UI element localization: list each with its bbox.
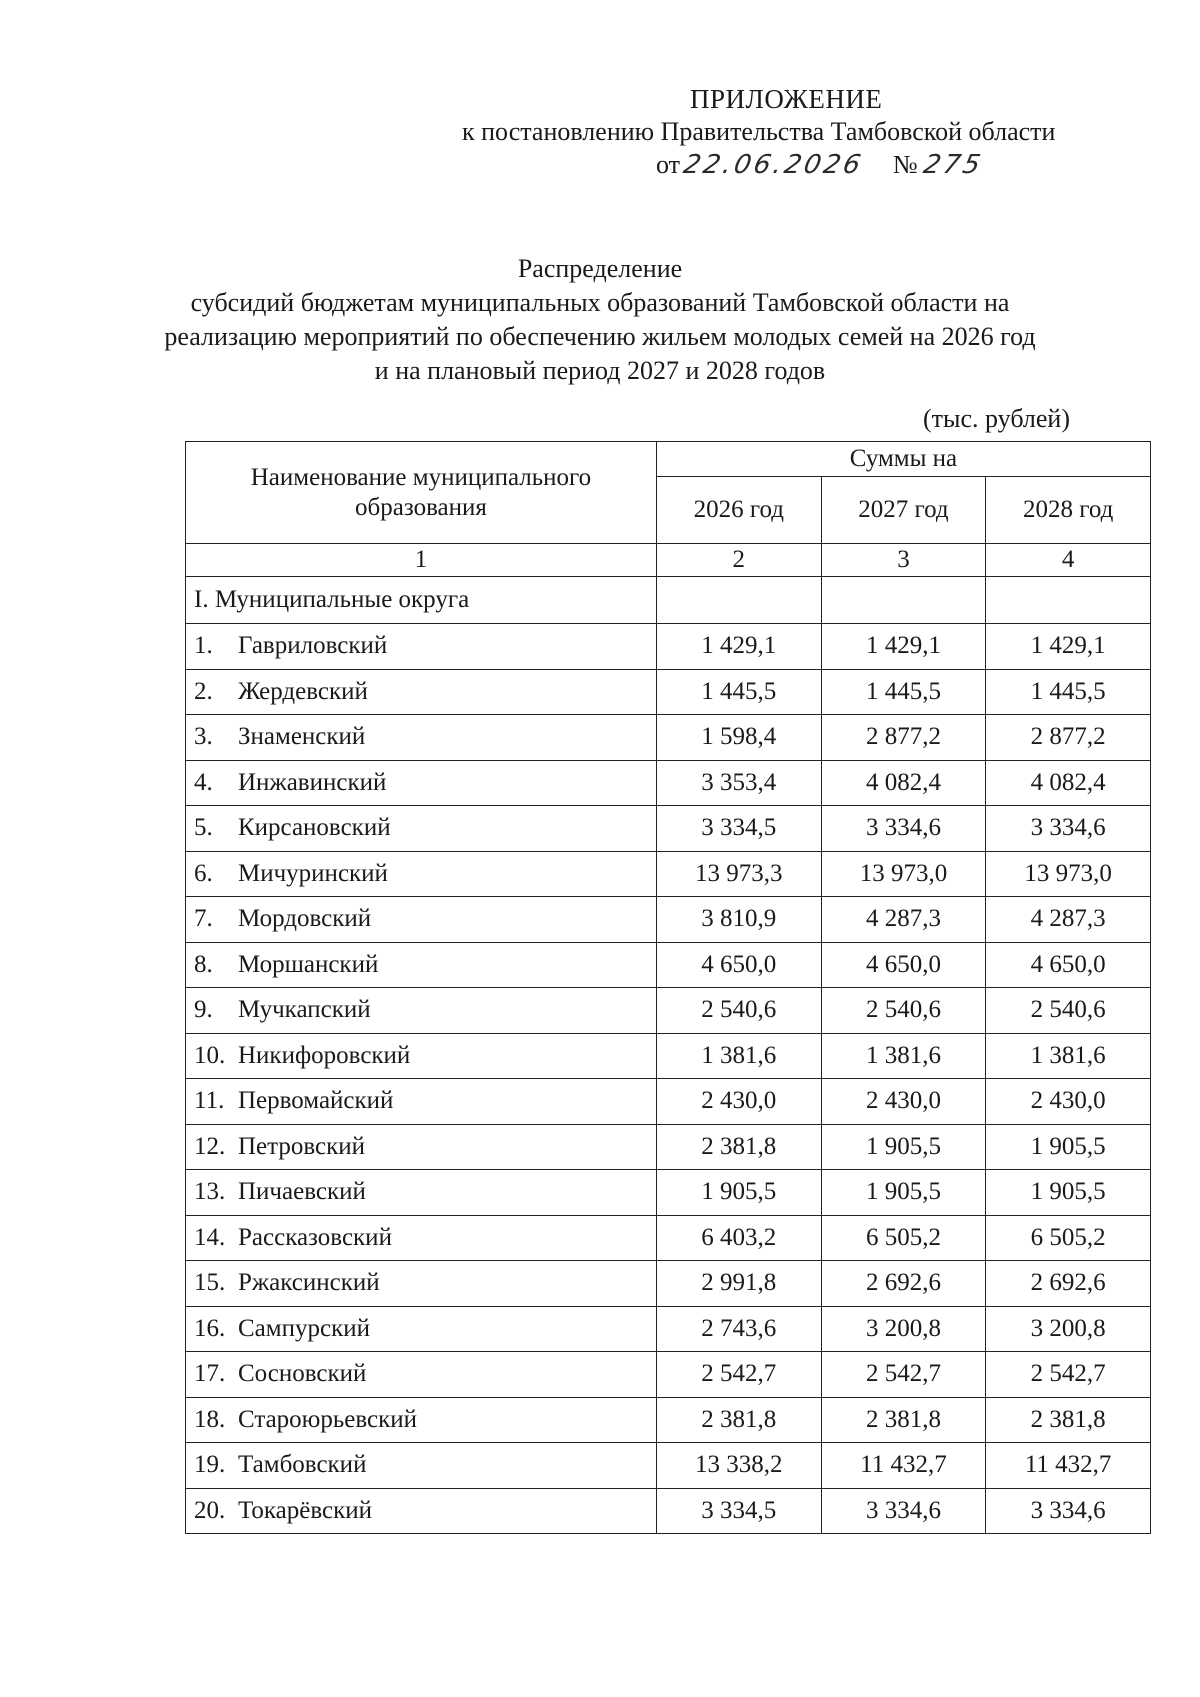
appendix-title: ПРИЛОЖЕНИЕ: [690, 84, 883, 114]
row-index: 9.: [194, 996, 213, 1024]
municipality-name: Мордовский: [238, 905, 372, 933]
amount-2028: 3 200,8: [986, 1306, 1151, 1352]
municipality-name: Первомайский: [238, 1087, 394, 1115]
municipality-cell: [186, 715, 657, 761]
empty-cell: [986, 577, 1151, 624]
municipality-cell: [186, 851, 657, 897]
municipality-name: Моршанский: [238, 950, 379, 978]
amount-2028: 3 334,6: [986, 1488, 1151, 1534]
amount-2027: 1 381,6: [821, 1033, 986, 1079]
table-row: [186, 1443, 1151, 1489]
amount-2026: 2 381,8: [656, 1124, 821, 1170]
amount-2027: 4 650,0: [821, 942, 986, 988]
amount-2026: 2 743,6: [656, 1306, 821, 1352]
amount-2026: 2 542,7: [656, 1352, 821, 1398]
section-title: I. Муниципальные округа: [186, 577, 657, 624]
amount-2026: 3 810,9: [656, 897, 821, 943]
row-index: 3.: [194, 723, 213, 751]
amount-2027: 13 973,0: [821, 851, 986, 897]
municipality-name: Рассказовский: [238, 1223, 392, 1251]
amount-2027: 2 381,8: [821, 1397, 986, 1443]
municipality-cell: [186, 806, 657, 852]
amount-2028: 4 082,4: [986, 760, 1151, 806]
amount-2027: 2 542,7: [821, 1352, 986, 1398]
amount-2028: 4 287,3: [986, 897, 1151, 943]
municipality-name: Петровский: [238, 1132, 366, 1160]
table-row: [186, 988, 1151, 1034]
municipality-name: Никифоровский: [238, 1041, 411, 1069]
amount-2028: 6 505,2: [986, 1215, 1151, 1261]
municipality-name: Гавриловский: [238, 632, 388, 660]
amount-2026: 1 598,4: [656, 715, 821, 761]
table-row: [186, 715, 1151, 761]
amount-2028: 2 877,2: [986, 715, 1151, 761]
table-row: [186, 942, 1151, 988]
row-index: 20.: [194, 1496, 226, 1524]
header-year-2028: 2028 год: [986, 477, 1151, 544]
amount-2027: 1 905,5: [821, 1124, 986, 1170]
amount-2028: 1 381,6: [986, 1033, 1151, 1079]
municipality-cell: [186, 1033, 657, 1079]
amount-2026: 2 991,8: [656, 1261, 821, 1307]
row-index: 17.: [194, 1360, 226, 1388]
municipality-cell: [186, 1215, 657, 1261]
header-name: Наименование муниципального образования: [186, 442, 657, 544]
table-row: [186, 624, 1151, 670]
municipality-name: Тамбовский: [238, 1451, 367, 1479]
header-year-2027: 2027 год: [821, 477, 986, 544]
amount-2027: 3 200,8: [821, 1306, 986, 1352]
municipality-cell: [186, 1488, 657, 1534]
row-index: 16.: [194, 1314, 226, 1342]
municipality-name: Кирсановский: [238, 814, 391, 842]
amount-2028: 2 430,0: [986, 1079, 1151, 1125]
amount-2028: 2 381,8: [986, 1397, 1151, 1443]
municipality-cell: [186, 1079, 657, 1125]
amount-2028: 3 334,6: [986, 806, 1151, 852]
table-row: [186, 1215, 1151, 1261]
amount-2026: 3 353,4: [656, 760, 821, 806]
table-row: [186, 1306, 1151, 1352]
amount-2026: 13 973,3: [656, 851, 821, 897]
municipality-name: Староюрьевский: [238, 1405, 418, 1433]
column-number: 4: [986, 544, 1151, 577]
amount-2027: 3 334,6: [821, 1488, 986, 1534]
amount-2026: 1 381,6: [656, 1033, 821, 1079]
table-row: [186, 760, 1151, 806]
row-index: 15.: [194, 1269, 226, 1297]
municipality-name: Сосновский: [238, 1360, 367, 1388]
table-row: [186, 1261, 1151, 1307]
row-index: 6.: [194, 859, 213, 887]
row-index: 7.: [194, 905, 213, 933]
column-number: 2: [656, 544, 821, 577]
amount-2027: 3 334,6: [821, 806, 986, 852]
amount-2026: 1 445,5: [656, 669, 821, 715]
table-row: [186, 1397, 1151, 1443]
title-line-2: субсидий бюджетам муниципальных образований Тамбовской области на: [190, 288, 1010, 317]
number-prefix: №: [892, 150, 918, 179]
header-sums: Суммы на: [656, 442, 1150, 477]
title-line-1: Распределение: [517, 254, 683, 283]
row-index: 19.: [194, 1451, 226, 1479]
municipality-cell: [186, 988, 657, 1034]
municipality-cell: [186, 1443, 657, 1489]
municipality-cell: [186, 760, 657, 806]
column-number: 1: [186, 544, 657, 577]
municipality-cell: [186, 1397, 657, 1443]
amount-2027: 2 430,0: [821, 1079, 986, 1125]
table-row: [186, 1488, 1151, 1534]
municipality-name: Ржаксинский: [238, 1269, 380, 1297]
date-prefix: от: [656, 150, 681, 179]
amount-2028: 4 650,0: [986, 942, 1151, 988]
amount-2027: 4 287,3: [821, 897, 986, 943]
handwritten-number: 275: [921, 150, 987, 180]
row-index: 18.: [194, 1405, 226, 1433]
municipality-cell: [186, 1352, 657, 1398]
municipality-cell: [186, 1170, 657, 1216]
title-line-4: и на плановый период 2027 и 2028 годов: [374, 356, 826, 385]
municipality-name: Сампурский: [238, 1314, 370, 1342]
amount-2026: 6 403,2: [656, 1215, 821, 1261]
amount-2027: 6 505,2: [821, 1215, 986, 1261]
municipality-name: Инжавинский: [238, 768, 387, 796]
amount-2026: 4 650,0: [656, 942, 821, 988]
column-numbers-row: [186, 544, 1151, 577]
municipality-cell: [186, 624, 657, 670]
amount-2028: 1 445,5: [986, 669, 1151, 715]
amount-2026: 2 381,8: [656, 1397, 821, 1443]
amount-2028: 1 905,5: [986, 1124, 1151, 1170]
row-index: 12.: [194, 1132, 226, 1160]
table-row: [186, 851, 1151, 897]
amount-2027: 2 540,6: [821, 988, 986, 1034]
amount-2026: 13 338,2: [656, 1443, 821, 1489]
amount-2028: 1 905,5: [986, 1170, 1151, 1216]
amount-2028: 1 429,1: [986, 624, 1151, 670]
row-index: 10.: [194, 1041, 226, 1069]
handwritten-date: 22.06.2026: [680, 150, 867, 180]
subsidy-table: [185, 441, 1151, 1534]
municipality-cell: [186, 669, 657, 715]
amount-2026: 2 430,0: [656, 1079, 821, 1125]
amount-2027: 11 432,7: [821, 1443, 986, 1489]
row-index: 14.: [194, 1223, 226, 1251]
empty-cell: [656, 577, 821, 624]
amount-2028: 2 542,7: [986, 1352, 1151, 1398]
row-index: 5.: [194, 814, 213, 842]
amount-2027: 1 445,5: [821, 669, 986, 715]
amount-2028: 2 540,6: [986, 988, 1151, 1034]
amount-2028: 11 432,7: [986, 1443, 1151, 1489]
amount-2027: 4 082,4: [821, 760, 986, 806]
row-index: 2.: [194, 677, 213, 705]
header-year-2026: 2026 год: [656, 477, 821, 544]
municipality-name: Знаменский: [238, 723, 366, 751]
table-row: [186, 897, 1151, 943]
table-row: [186, 1170, 1151, 1216]
appendix-date-row: [656, 150, 987, 180]
table-row: [186, 1033, 1151, 1079]
amount-2026: 2 540,6: [656, 988, 821, 1034]
appendix-subtitle: к постановлению Правительства Тамбовской области: [462, 117, 1056, 146]
amount-2026: 1 905,5: [656, 1170, 821, 1216]
amount-2027: 1 905,5: [821, 1170, 986, 1216]
title-line-3: реализацию мероприятий по обеспечению жильем молодых семей на 2026 год: [164, 322, 1036, 351]
units-label: (тыс. рублей): [922, 404, 1070, 433]
municipality-cell: [186, 1306, 657, 1352]
amount-2026: 1 429,1: [656, 624, 821, 670]
municipality-name: Пичаевский: [238, 1178, 366, 1206]
row-index: 13.: [194, 1178, 226, 1206]
municipality-name: Токарёвский: [238, 1496, 373, 1524]
column-number: 3: [821, 544, 986, 577]
row-index: 1.: [194, 632, 213, 660]
municipality-name: Жердевский: [238, 677, 368, 705]
empty-cell: [821, 577, 986, 624]
section-row: [186, 577, 1151, 624]
amount-2027: 2 877,2: [821, 715, 986, 761]
amount-2028: 13 973,0: [986, 851, 1151, 897]
amount-2026: 3 334,5: [656, 1488, 821, 1534]
table-row: [186, 669, 1151, 715]
municipality-name: Мучкапский: [238, 996, 371, 1024]
municipality-name: Мичуринский: [238, 859, 388, 887]
amount-2026: 3 334,5: [656, 806, 821, 852]
table-row: [186, 1079, 1151, 1125]
municipality-cell: [186, 897, 657, 943]
municipality-cell: [186, 942, 657, 988]
table-row: [186, 806, 1151, 852]
amount-2027: 1 429,1: [821, 624, 986, 670]
row-index: 4.: [194, 768, 213, 796]
row-index: 11.: [194, 1087, 225, 1115]
amount-2028: 2 692,6: [986, 1261, 1151, 1307]
municipality-cell: [186, 1124, 657, 1170]
municipality-cell: [186, 1261, 657, 1307]
table-row: [186, 1124, 1151, 1170]
row-index: 8.: [194, 950, 213, 978]
table-row: [186, 1352, 1151, 1398]
document-title: [150, 252, 1050, 388]
amount-2027: 2 692,6: [821, 1261, 986, 1307]
